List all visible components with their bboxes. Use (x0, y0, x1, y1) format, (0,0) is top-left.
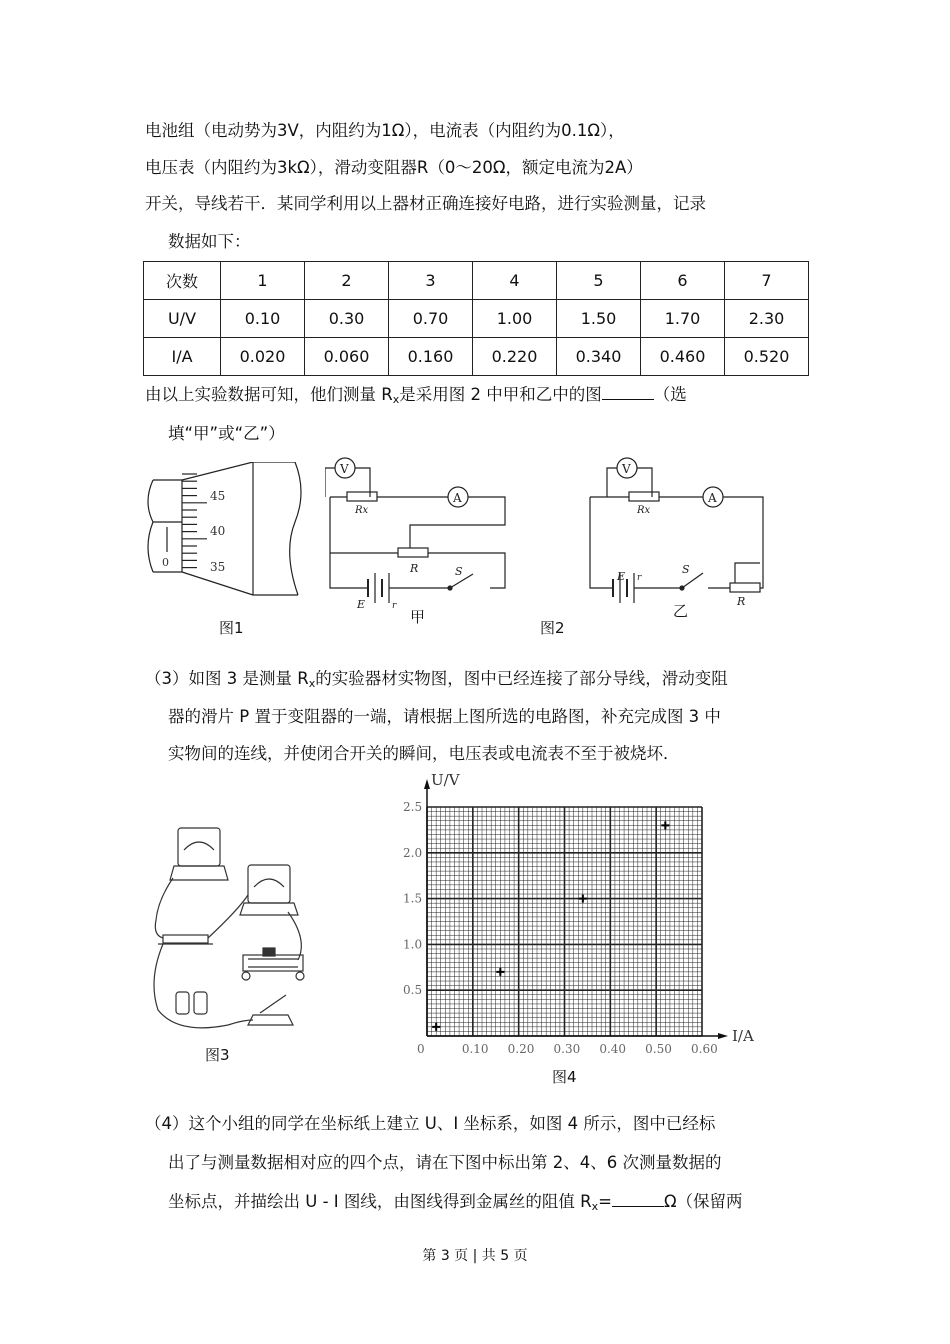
y-tick-label: 2.0 (403, 845, 423, 860)
text: Ω（保留两 (663, 1192, 743, 1211)
emf-label: E (617, 570, 626, 583)
table-cell: 4 (473, 262, 557, 300)
question-3-line: 器的滑片 P 置于变阻器的一端，请根据上图所选的电路图，补充完成图 3 中 (168, 707, 721, 726)
data-table (143, 261, 809, 376)
subscript: x (308, 677, 316, 690)
ammeter-label: A (453, 491, 462, 505)
switch-label: S (682, 563, 690, 576)
table-cell: 1.70 (641, 300, 725, 338)
circuit-jia-caption: 甲 (410, 608, 426, 626)
switch-label: S (455, 565, 463, 578)
rheostat-icon (242, 948, 304, 980)
x-tick-label: 0 (417, 1042, 425, 1056)
table-row (144, 300, 809, 338)
table-cell: 0.220 (473, 338, 557, 376)
table-cell: 0.520 (725, 338, 809, 376)
table-cell: 0.060 (305, 338, 389, 376)
circuit-jia (325, 455, 525, 615)
intro-line: 数据如下： (168, 232, 251, 251)
y-tick-label: 1.0 (403, 937, 423, 952)
subscript: x (591, 1200, 599, 1213)
battery-icon (176, 992, 207, 1014)
voltmeter-icon (170, 828, 228, 880)
intro-line: 电压表（内阻约为3kΩ），滑动变阻器R（0～20Ω，额定电流为2A） (145, 158, 643, 177)
data-point (496, 968, 504, 976)
voltmeter-label: V (622, 462, 631, 476)
y-tick-label: 0.5 (403, 983, 423, 998)
tick-label: 40 (210, 524, 226, 538)
question-4-line: （4）这个小组的同学在坐标纸上建立 U、I 坐标系，如图 4 所示，图中已经标 (145, 1114, 716, 1133)
table-cell: 0.020 (221, 338, 305, 376)
text: 坐标点，并描绘出 U - I 图线，由图线得到金属丝的阻值 R (168, 1192, 592, 1211)
table-cell: 0.340 (557, 338, 641, 376)
table-cell: 次数 (144, 262, 221, 300)
x-tick-label: 0.50 (645, 1042, 672, 1056)
micrometer-figure (145, 462, 315, 612)
x-tick-label: 0.20 (507, 1042, 535, 1056)
table-cell: 0.160 (389, 338, 473, 376)
intro-line: 开关，导线若干．某同学利用以上器材正确连接好电路，进行实验测量，记录 (145, 194, 706, 213)
data-point (579, 895, 587, 903)
text: 的实验器材实物图，图中已经连接了部分导线，滑动变阻 (315, 669, 728, 688)
resistor-icon (158, 935, 213, 944)
table-cell: 1.00 (473, 300, 557, 338)
switch-icon (248, 995, 293, 1025)
data-point (661, 821, 669, 829)
ammeter-label: A (708, 491, 717, 505)
x-tick-label: 0.40 (599, 1042, 627, 1056)
internal-resistance-label: r (392, 601, 397, 611)
table-cell: 7 (725, 262, 809, 300)
text: = (598, 1192, 612, 1211)
question-3-line: 实物间的连线，并使闭合开关的瞬间，电压表或电流表不至于被烧坏． (168, 744, 680, 763)
question-2-line (145, 381, 687, 406)
table-row (144, 338, 809, 376)
figure-3-caption: 图3 (205, 1046, 230, 1064)
ammeter-icon (240, 865, 298, 915)
table-cell: 2 (305, 262, 389, 300)
emf-label: E (357, 598, 366, 611)
y-tick-label: 1.5 (403, 891, 423, 906)
text: （3）如图 3 是测量 R (145, 669, 309, 688)
subscript: x (392, 393, 400, 406)
tick-label: 35 (210, 560, 226, 574)
y-tick-label: 2.5 (403, 800, 423, 814)
apparatus-figure (148, 820, 318, 1040)
answer-blank[interactable] (602, 385, 654, 400)
text: （选 (653, 385, 687, 404)
question-3-line (145, 665, 728, 690)
table-cell: 2.30 (725, 300, 809, 338)
table-cell: 0.30 (305, 300, 389, 338)
text: 由以上实验数据可知，他们测量 R (145, 385, 393, 404)
table-cell: I/A (144, 338, 221, 376)
rheostat-label: R (410, 562, 419, 575)
circuit-yi-caption: 乙 (673, 602, 689, 620)
figure-1-caption: 图1 (219, 619, 244, 637)
table-row (144, 262, 809, 300)
y-axis-label: U/V (431, 771, 460, 789)
figure-4-caption: 图4 (552, 1068, 577, 1086)
rheostat-label: R (737, 595, 746, 605)
table-cell: 1.50 (557, 300, 641, 338)
rx-label: Rx (637, 505, 651, 516)
question-2-line: 填“甲”或“乙”） (168, 424, 285, 443)
voltmeter-label: V (340, 462, 349, 476)
table-cell: 3 (389, 262, 473, 300)
circuit-yi (585, 455, 775, 605)
u-i-graph (390, 770, 770, 1060)
table-cell: 6 (641, 262, 725, 300)
tick-label: 0 (162, 556, 169, 569)
rx-label: Rx (355, 505, 369, 516)
text: 是采用图 2 中甲和乙中的图 (399, 385, 602, 404)
table-cell: 0.460 (641, 338, 725, 376)
question-4-line: 出了与测量数据相对应的四个点，请在下图中标出第 2、4、6 次测量数据的 (168, 1153, 722, 1172)
x-tick-label: 0.30 (553, 1042, 581, 1056)
figure-2-caption: 图2 (540, 619, 565, 637)
answer-blank[interactable] (612, 1192, 664, 1207)
table-cell: 0.10 (221, 300, 305, 338)
table-cell: 1 (221, 262, 305, 300)
page-footer: 第 3 页 | 共 5 页 (422, 1248, 528, 1264)
intro-line: 电池组（电动势为3V，内阻约为1Ω），电流表（内阻约为0.1Ω）， (145, 121, 625, 140)
table-cell: U/V (144, 300, 221, 338)
question-4-line (168, 1188, 743, 1213)
x-tick-label: 0.60 (691, 1042, 718, 1056)
x-tick-label: 0.10 (461, 1042, 489, 1056)
y-axis-arrow (424, 779, 430, 789)
data-point (432, 1023, 440, 1031)
internal-resistance-label: r (637, 573, 642, 583)
x-axis-label: I/A (732, 1027, 754, 1045)
tick-label: 45 (210, 489, 226, 503)
table-cell: 5 (557, 262, 641, 300)
table-cell: 0.70 (389, 300, 473, 338)
x-axis-arrow (718, 1033, 728, 1039)
